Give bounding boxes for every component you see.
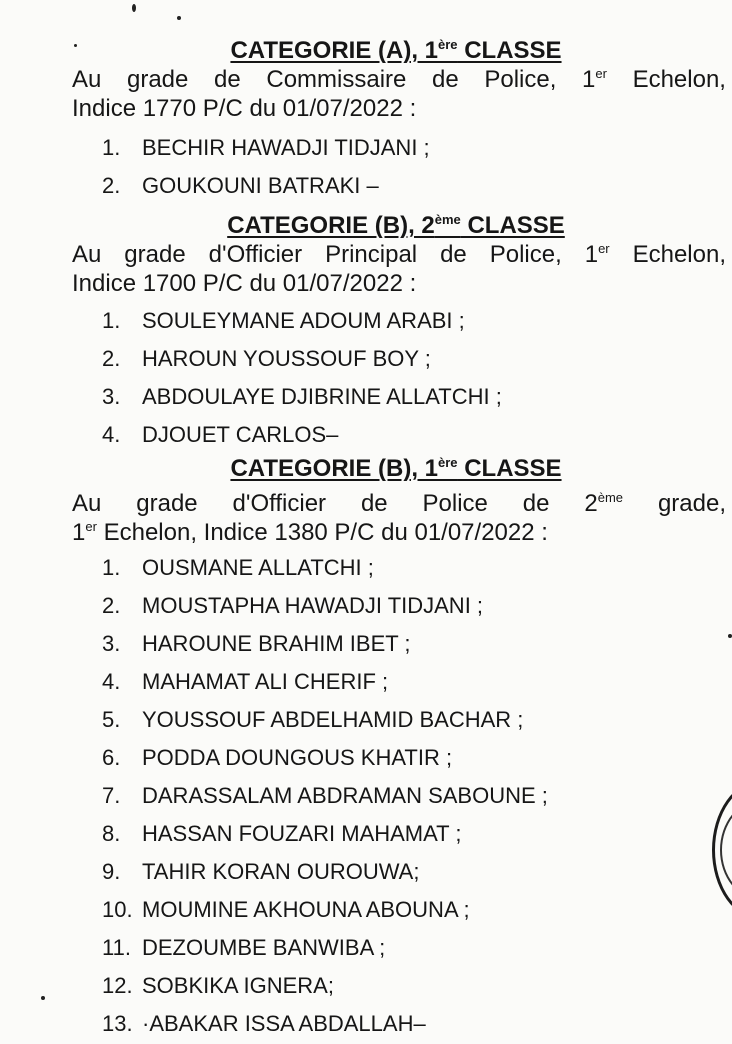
category-title-text: CATEGORIE (B), 2	[227, 212, 435, 239]
list-item	[0, 891, 732, 929]
list-item	[0, 853, 732, 891]
item-number: 12.	[102, 973, 133, 998]
category-title-text: CATEGORIE (A), 1	[230, 37, 438, 64]
list-item	[0, 625, 732, 663]
item-name: OUSMANE ALLATCHI ;	[142, 555, 374, 580]
item-name: MAHAMAT ALI CHERIF ;	[142, 669, 389, 694]
grade-description	[72, 240, 726, 298]
list-item	[0, 739, 732, 777]
grade-sup: ème	[597, 490, 624, 505]
item-number: 5.	[102, 707, 121, 732]
grade-text-post: grade,	[623, 490, 726, 517]
list-item	[0, 587, 732, 625]
item-name: ·ABAKAR ISSA ABDALLAH–	[142, 1011, 426, 1036]
grade-sup: er	[598, 241, 610, 256]
item-number: 7.	[102, 783, 121, 808]
grade-sup: er	[595, 66, 607, 81]
item-name: MOUMINE AKHOUNA ABOUNA ;	[142, 897, 470, 922]
category-title-sup: ème	[434, 212, 461, 227]
section-category-b-2	[0, 212, 732, 454]
item-number: 13.	[102, 1011, 133, 1036]
item-number: 3.	[102, 384, 121, 409]
item-name: DARASSALAM ABDRAMAN SABOUNE ;	[142, 783, 548, 808]
list-item	[0, 701, 732, 739]
list-item	[0, 967, 732, 1005]
category-title	[0, 212, 732, 240]
item-name: HAROUNE BRAHIM IBET ;	[142, 631, 411, 656]
grade-sup: er	[85, 519, 97, 534]
item-name: YOUSSOUF ABDELHAMID BACHAR ;	[142, 707, 524, 732]
list-item	[0, 929, 732, 967]
grade-text: Au grade d'Officier Principal de Police, 1	[72, 241, 599, 268]
list-item	[0, 302, 732, 340]
list-item	[0, 129, 732, 167]
item-number: 9.	[102, 859, 121, 884]
category-title	[0, 455, 732, 483]
section-category-a-1	[0, 37, 732, 205]
grade-text-post: Echelon,	[609, 241, 726, 268]
item-number: 2.	[102, 173, 121, 198]
list-item	[0, 167, 732, 205]
list-item	[0, 1005, 732, 1043]
grade-text: Au grade de Commissaire de Police, 1	[72, 66, 596, 93]
item-number: 1.	[102, 135, 121, 160]
speck	[177, 16, 181, 20]
item-number: 11.	[102, 935, 131, 960]
item-number: 1.	[102, 308, 121, 333]
category-title	[0, 37, 732, 65]
item-name: DEZOUMBE BANWIBA ;	[142, 935, 386, 960]
item-name: HAROUN YOUSSOUF BOY ;	[142, 346, 431, 371]
grade-line-2: Indice 1700 P/C du 01/07/2022 :	[72, 270, 417, 297]
item-number: 2.	[102, 346, 121, 371]
category-title-suffix: CLASSE	[457, 455, 562, 482]
category-title-sup: ère	[438, 455, 458, 470]
grade-line-2: Indice 1770 P/C du 01/07/2022 :	[72, 95, 417, 122]
grade-description	[72, 489, 726, 547]
grade-text-post: Echelon, Indice 1380 P/C du 01/07/2022 :	[96, 519, 548, 546]
item-name: SOULEYMANE ADOUM ARABI ;	[142, 308, 465, 333]
list-item	[0, 663, 732, 701]
grade-description	[72, 65, 726, 123]
item-name: GOUKOUNI BATRAKI –	[142, 173, 379, 198]
item-name: PODDA DOUNGOUS KHATIR ;	[142, 745, 453, 770]
category-title-suffix: CLASSE	[460, 212, 565, 239]
item-number: 3.	[102, 631, 121, 656]
item-number: 4.	[102, 669, 121, 694]
item-name: HASSAN FOUZARI MAHAMAT ;	[142, 821, 462, 846]
category-title-text: CATEGORIE (B), 1	[230, 455, 438, 482]
grade-text-post: Echelon,	[606, 66, 726, 93]
item-name: DJOUET CARLOS–	[142, 422, 339, 447]
name-list	[0, 302, 732, 454]
item-name: BECHIR HAWADJI TIDJANI ;	[142, 135, 430, 160]
section-category-b-1	[0, 455, 732, 1043]
grade-text: Au grade d'Officier de Police de 2	[72, 490, 598, 517]
list-item	[0, 549, 732, 587]
category-title-suffix: CLASSE	[457, 37, 562, 64]
list-item	[0, 815, 732, 853]
list-item	[0, 340, 732, 378]
speck	[132, 4, 136, 12]
grade-line-1	[72, 65, 726, 94]
category-title-sup: ère	[438, 37, 458, 52]
name-list	[0, 549, 732, 1043]
item-name: SOBKIKA IGNERA;	[142, 973, 334, 998]
item-name: TAHIR KORAN OUROUWA;	[142, 859, 420, 884]
list-item	[0, 378, 732, 416]
item-number: 1.	[102, 555, 121, 580]
name-list	[0, 129, 732, 205]
item-name: ABDOULAYE DJIBRINE ALLATCHI ;	[142, 384, 502, 409]
grade-line-1	[72, 489, 726, 518]
list-item	[0, 416, 732, 454]
item-number: 4.	[102, 422, 121, 447]
grade-line-2	[72, 518, 726, 547]
grade-line-1	[72, 240, 726, 269]
list-item	[0, 777, 732, 815]
item-name: MOUSTAPHA HAWADJI TIDJANI ;	[142, 593, 484, 618]
grade-text: 1	[72, 519, 86, 546]
item-number: 2.	[102, 593, 121, 618]
item-number: 6.	[102, 745, 121, 770]
item-number: 10.	[102, 897, 133, 922]
item-number: 8.	[102, 821, 121, 846]
